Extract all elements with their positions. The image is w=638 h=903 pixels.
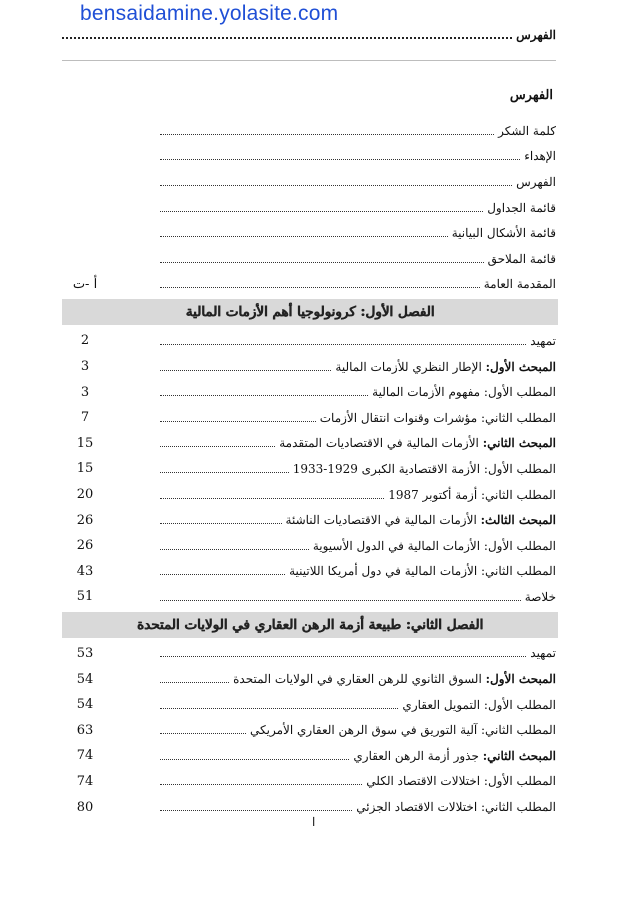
running-header	[62, 28, 556, 42]
toc-entry[interactable]	[62, 379, 558, 405]
toc-entry[interactable]	[62, 559, 558, 585]
toc-entry[interactable]	[62, 220, 558, 246]
section-prefix: المبحث الثالث:	[480, 513, 556, 528]
toc-page-number: 74	[76, 748, 94, 764]
toc-entry-label	[285, 564, 558, 578]
dot-leader	[160, 491, 384, 499]
toc-entry[interactable]	[62, 692, 558, 718]
entry-title: قائمة الجداول	[487, 200, 556, 215]
toc-page-number: 53	[76, 645, 94, 661]
toc-entry-label	[282, 513, 558, 527]
toc-entry-label	[316, 411, 558, 425]
entry-title: المطلب الأول: التمويل العقاري	[402, 697, 556, 712]
toc-entry-label	[520, 149, 558, 163]
toc-entry-label	[448, 226, 558, 240]
toc-entry[interactable]	[62, 431, 558, 457]
entry-title: السوق الثانوي للرهن العقاري في الولايات المتحدة	[233, 672, 486, 687]
entry-title: المطلب الثاني: اختلالات الاقتصاد الجزئي	[356, 800, 556, 815]
toc-entry-label	[246, 723, 558, 737]
entry-title: خلاصة	[524, 589, 556, 604]
toc-entry-label	[526, 334, 558, 348]
dot-leader	[160, 388, 368, 396]
toc-page-number: أ -ت	[72, 276, 98, 292]
toc-page-number: 54	[76, 697, 94, 713]
entry-title: تمهيد	[530, 333, 556, 348]
entry-title: المطلب الأول: مفهوم الأزمات المالية	[372, 385, 556, 400]
toc-entry[interactable]	[62, 533, 558, 559]
toc-page-number: 7	[80, 410, 90, 426]
toc-entry-label	[512, 175, 558, 189]
toc-entry-label	[484, 252, 558, 266]
toc-entry-label	[483, 201, 558, 215]
entry-title: الأزمات المالية في الاقتصاديات الناشئة	[285, 513, 481, 528]
dot-leader	[160, 542, 309, 550]
toc-entry[interactable]	[62, 272, 558, 298]
toc-entry[interactable]	[62, 584, 558, 610]
entry-title: كلمة الشكر	[498, 123, 556, 138]
toc-entry[interactable]	[62, 743, 558, 769]
chapter-1-entries	[62, 328, 558, 610]
toc-entry[interactable]	[62, 169, 558, 195]
dot-leader	[160, 127, 494, 135]
entry-title: المطلب الثاني: مؤشرات وقنوات انتقال الأزمات	[319, 410, 556, 425]
dot-leader	[160, 363, 331, 371]
toc-entry-label	[352, 800, 558, 814]
toc-page-number: 26	[76, 538, 94, 554]
page-title: الفهرس	[509, 88, 553, 103]
entry-title: جذور أزمة الرهن العقاري	[353, 748, 483, 763]
toc-page-number: 3	[80, 359, 90, 375]
entry-title: المطلب الثاني: أزمة أكتوبر 1987	[388, 487, 556, 502]
toc-page-number: 3	[80, 384, 90, 400]
header-divider	[62, 60, 556, 61]
toc-page-number: 74	[76, 773, 94, 789]
dot-leader	[160, 414, 316, 422]
front-matter-list	[62, 118, 558, 297]
entry-title: المطلب الأول: اختلالات الاقتصاد الكلي	[366, 774, 556, 789]
dot-leader	[160, 152, 520, 160]
section-prefix: المبحث الثاني:	[482, 748, 556, 763]
toc-entry-label	[229, 672, 558, 686]
dot-leader	[160, 204, 483, 212]
dot-leader	[160, 516, 282, 524]
entry-title: المطلب الأول: الأزمة الاقتصادية الكبرى 1929-1933	[292, 461, 556, 476]
toc-entry[interactable]	[62, 794, 558, 820]
entry-title: الأزمات المالية في الاقتصاديات المتقدمة	[279, 436, 483, 451]
entry-title: المطلب الثاني: آلية التوريق في سوق الرهن العقاري الأمريكي	[250, 723, 556, 738]
toc-entry-label	[362, 774, 558, 788]
dot-leader	[160, 229, 448, 237]
dot-leader	[160, 178, 512, 186]
entry-title: قائمة الملاحق	[487, 251, 556, 266]
entry-title: قائمة الأشكال البيانية	[451, 226, 556, 241]
toc-entry[interactable]	[62, 118, 558, 144]
dot-leader	[160, 337, 526, 345]
dot-leader	[160, 567, 285, 575]
toc-entry-label	[309, 539, 558, 553]
dot-leader	[160, 280, 480, 288]
entry-title: المطلب الأول: الأزمات المالية في الدول الأسيوية	[312, 538, 556, 553]
header-label: الفهرس	[516, 28, 556, 42]
toc-page-number: 15	[76, 435, 94, 451]
toc-entry-label	[521, 590, 558, 604]
dot-leader	[160, 593, 521, 601]
section-prefix: المبحث الثاني:	[482, 436, 556, 451]
toc-entry[interactable]	[62, 769, 558, 795]
dot-leader	[160, 726, 246, 734]
toc-entry[interactable]	[62, 328, 558, 354]
toc-page-number: 80	[76, 799, 94, 815]
toc-entry-label	[526, 646, 558, 660]
entry-title: الإهداء	[524, 149, 556, 164]
dot-leader	[160, 701, 398, 709]
toc-entry[interactable]	[62, 641, 558, 667]
dot-leader	[160, 465, 289, 473]
toc-entry[interactable]	[62, 354, 558, 380]
section-prefix: المبحث الأول:	[485, 359, 556, 374]
toc-entry-label	[368, 385, 558, 399]
entry-title: تمهيد	[530, 646, 556, 661]
dot-leader	[160, 439, 275, 447]
entry-title: الإطار النظري للأزمات المالية	[335, 359, 486, 374]
entry-title: المقدمة العامة	[483, 277, 556, 292]
toc-entry-label	[480, 277, 558, 291]
dot-leader	[160, 649, 526, 657]
toc-entry[interactable]	[62, 717, 558, 743]
toc-entry-label	[398, 698, 558, 712]
toc-entry[interactable]	[62, 456, 558, 482]
toc-entry[interactable]	[62, 246, 558, 272]
toc-page-number: 54	[76, 671, 94, 687]
page-number: ا	[312, 815, 316, 829]
table-of-contents	[62, 118, 558, 820]
toc-entry[interactable]	[62, 507, 558, 533]
entry-title: المطلب الثاني: الأزمات المالية في دول أمريكا اللاتينية	[289, 564, 556, 579]
toc-page-number: 26	[76, 512, 94, 528]
dot-leader	[160, 752, 349, 760]
toc-page-number: 51	[76, 589, 94, 605]
toc-entry-label	[275, 436, 558, 450]
toc-entry-label	[331, 360, 558, 374]
toc-entry-label	[384, 488, 558, 502]
toc-entry-label	[289, 462, 558, 476]
dot-leader	[160, 675, 229, 683]
toc-entry[interactable]	[62, 666, 558, 692]
dot-leader	[160, 803, 352, 811]
header-dotted-rule	[62, 31, 512, 39]
toc-entry-label	[494, 124, 558, 138]
dot-leader	[160, 255, 484, 263]
toc-entry[interactable]	[62, 195, 558, 221]
toc-entry[interactable]	[62, 405, 558, 431]
toc-page-number: 2	[80, 333, 90, 349]
toc-entry-label	[349, 749, 558, 763]
section-prefix: المبحث الأول:	[485, 672, 556, 687]
toc-entry[interactable]	[62, 482, 558, 508]
chapter-1-heading: الفصل الأول: كرونولوجيا أهم الأزمات المالية	[62, 299, 558, 325]
toc-page-number: 15	[76, 461, 94, 477]
toc-page-number: 43	[76, 563, 94, 579]
chapter-2-entries	[62, 641, 558, 820]
chapter-2-heading: الفصل الثاني: طبيعة أزمة الرهن العقاري في الولايات المتحدة	[62, 612, 558, 638]
site-watermark: bensaidamine.yolasite.com	[80, 2, 339, 25]
toc-page-number: 63	[76, 722, 94, 738]
entry-title: الفهرس	[516, 174, 556, 189]
toc-entry[interactable]	[62, 144, 558, 170]
dot-leader	[160, 777, 362, 785]
toc-page-number: 20	[76, 487, 94, 503]
